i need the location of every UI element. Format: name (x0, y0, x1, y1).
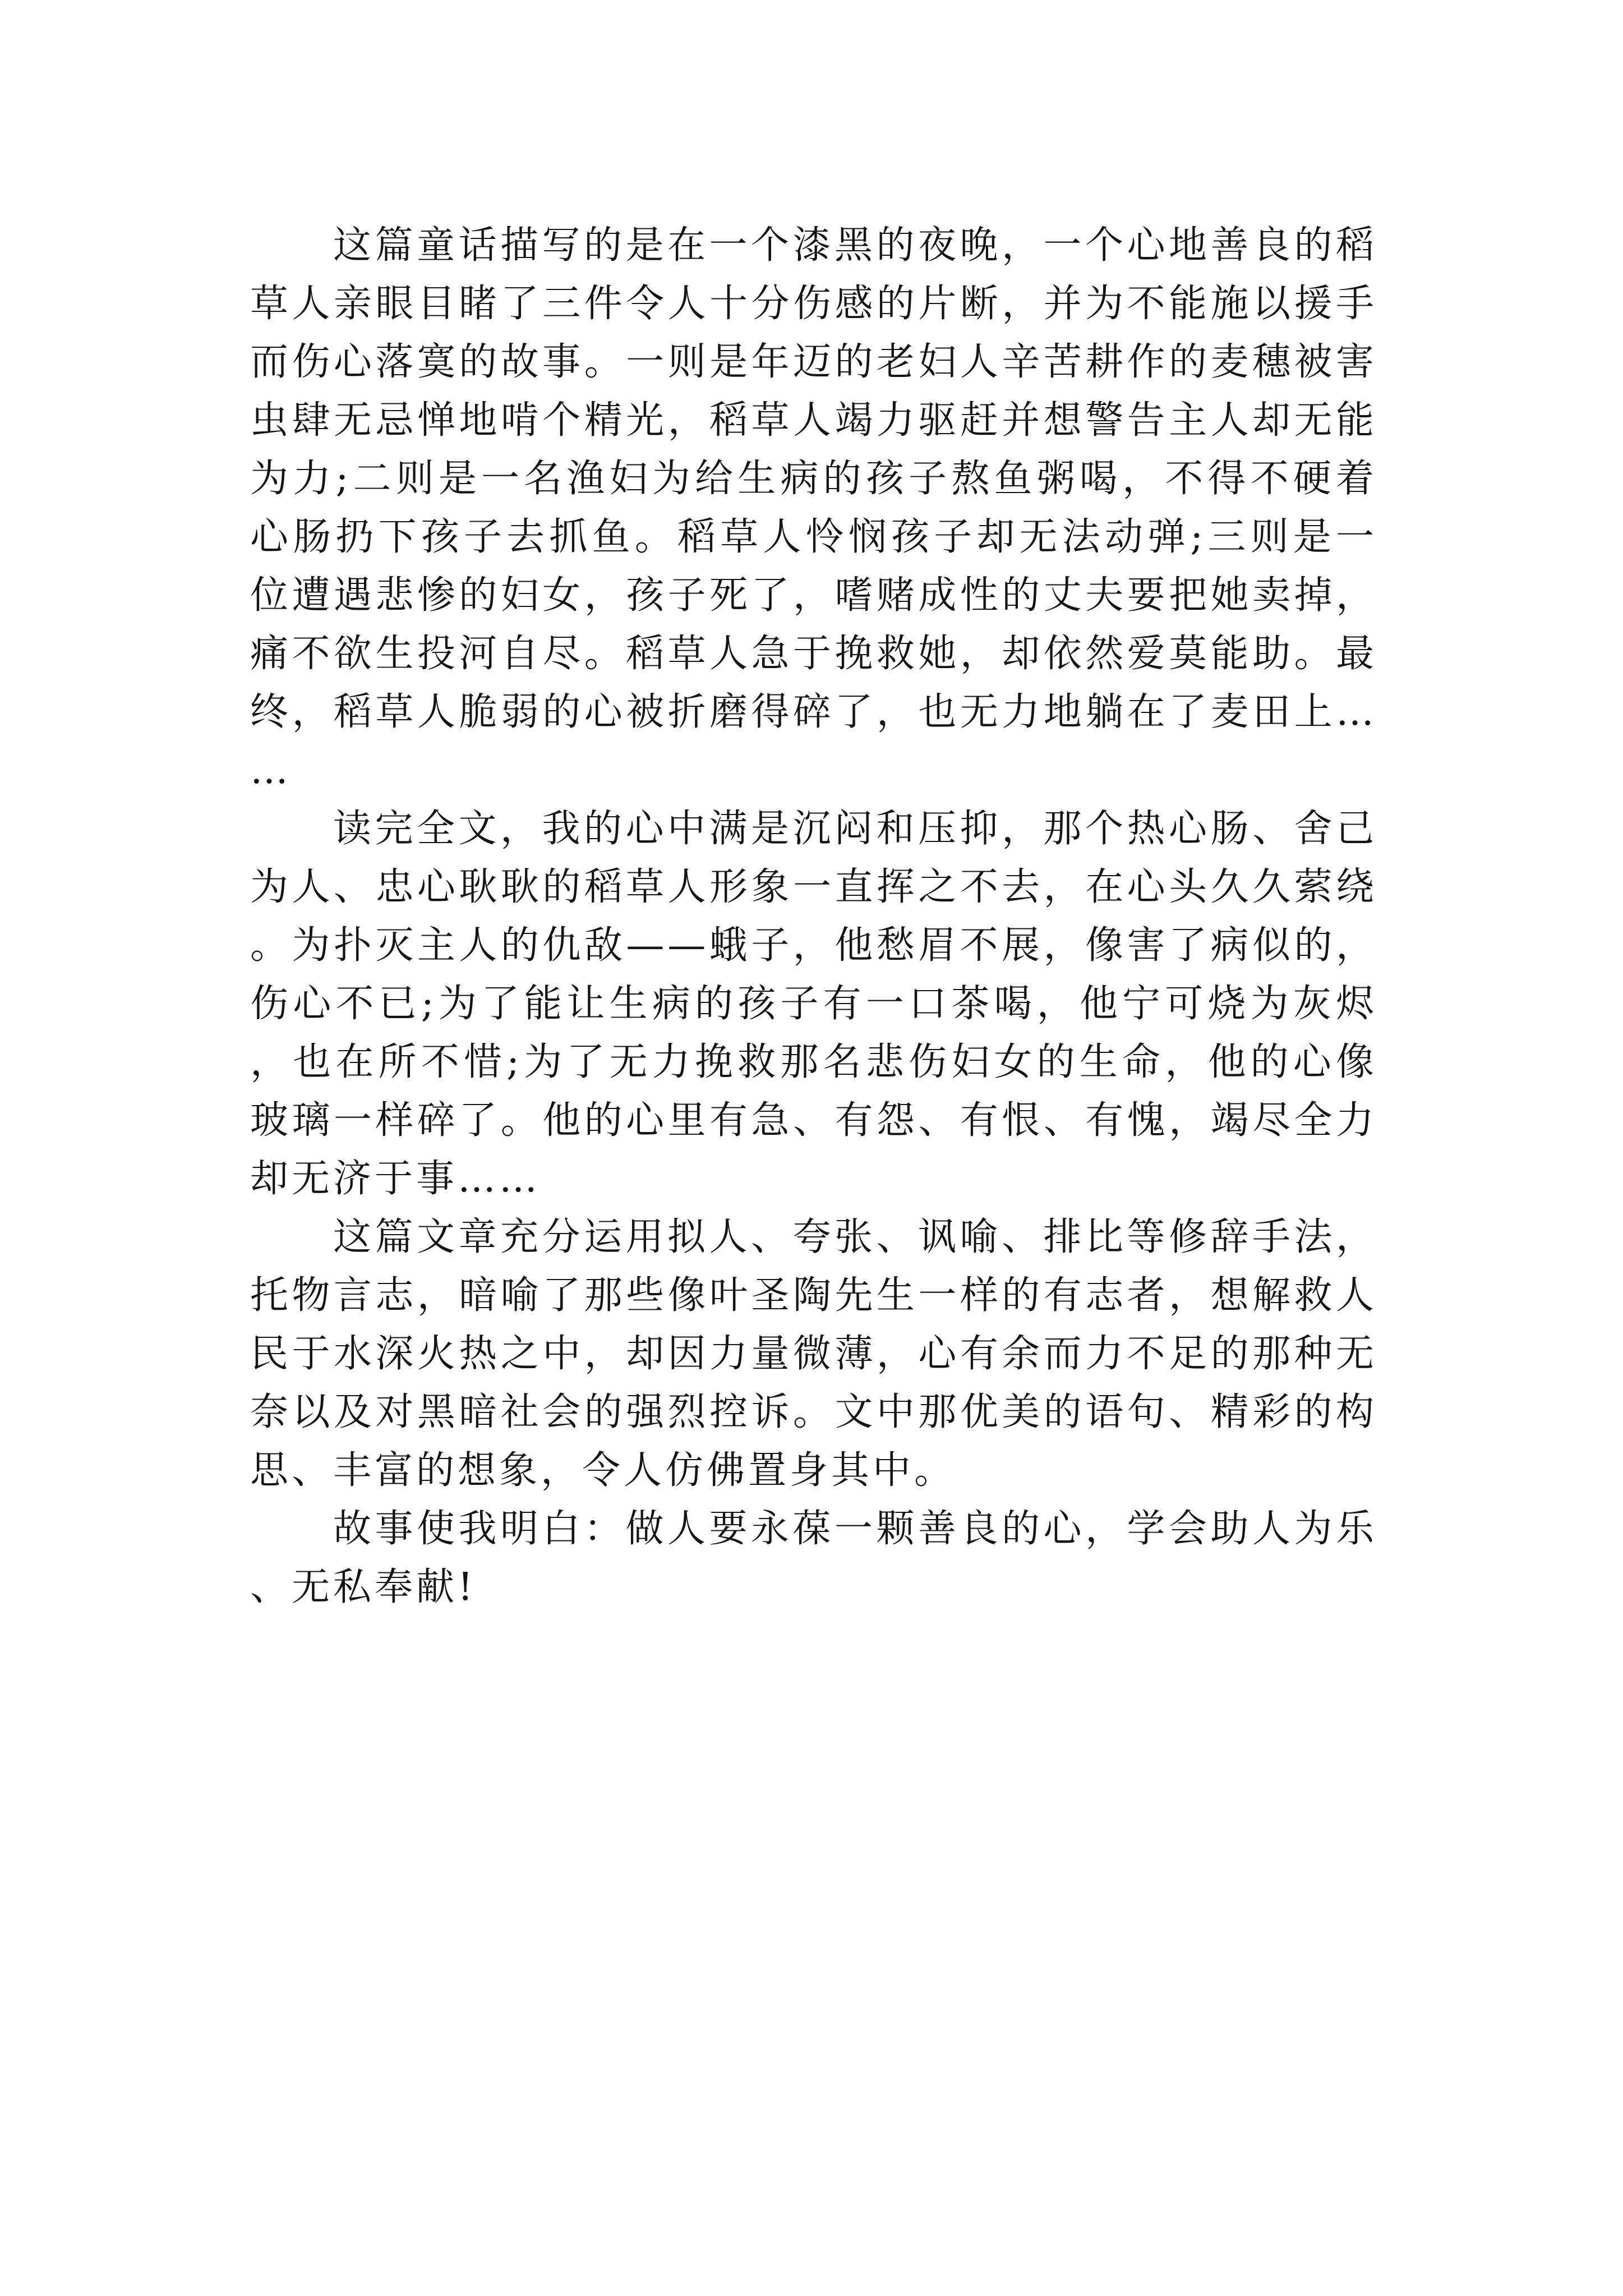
paragraph-lesson: 故事使我明白：做人要永葆一颗善良的心，学会助人为乐、无私奉献! (250, 1507, 1377, 1609)
document-body (250, 217, 1377, 1617)
paragraph-writing-techniques: 这篇文章充分运用拟人、夸张、讽喻、排比等修辞手法，托物言志，暗喻了那些像叶圣陶先生一样的有志者，想解救人民于水深火热之中，却因力量微薄，心有余而力不足的那种无奈以及对黑暗社会的强烈控诉。文中那优美的语句、精彩的构思、丰富的想象，令人仿佛置身其中。 (250, 1215, 1377, 1493)
paragraph-reader-feelings: 读完全文，我的心中满是沉闷和压抑，那个热心肠、舍己为人、忠心耿耿的稻草人形象一直挥之不去，在心头久久萦绕。为扑灭主人的仇敌——蛾子，他愁眉不展，像害了病似的，伤心不已;为了能让生病的孩子有一口茶喝，他宁可烧为灰烬，也在所不惜;为了无力挽救那名悲伤妇女的生命，他的心像玻璃一样碎了。他的心里有急、有怨、有恨、有愧，竭尽全力却无济于事…… (250, 807, 1377, 1201)
paragraph-story-summary: 这篇童话描写的是在一个漆黑的夜晚，一个心地善良的稻草人亲眼目睹了三件令人十分伤感的片断，并为不能施以援手而伤心落寞的故事。一则是年迈的老妇人辛苦耕作的麦穗被害虫肆无忌惮地啃个精光，稻草人竭力驱赶并想警告主人却无能为力;二则是一名渔妇为给生病的孩子熬鱼粥喝，不得不硬着心肠扔下孩子去抓鱼。稻草人怜悯孩子却无法动弹;三则是一位遭遇悲惨的妇女，孩子死了，嗜赌成性的丈夫要把她卖掉，痛不欲生投河自尽。稻草人急于挽救她，却依然爱莫能助。最终，稻草人脆弱的心被折磨得碎了，也无力地躺在了麦田上…… (250, 223, 1377, 793)
